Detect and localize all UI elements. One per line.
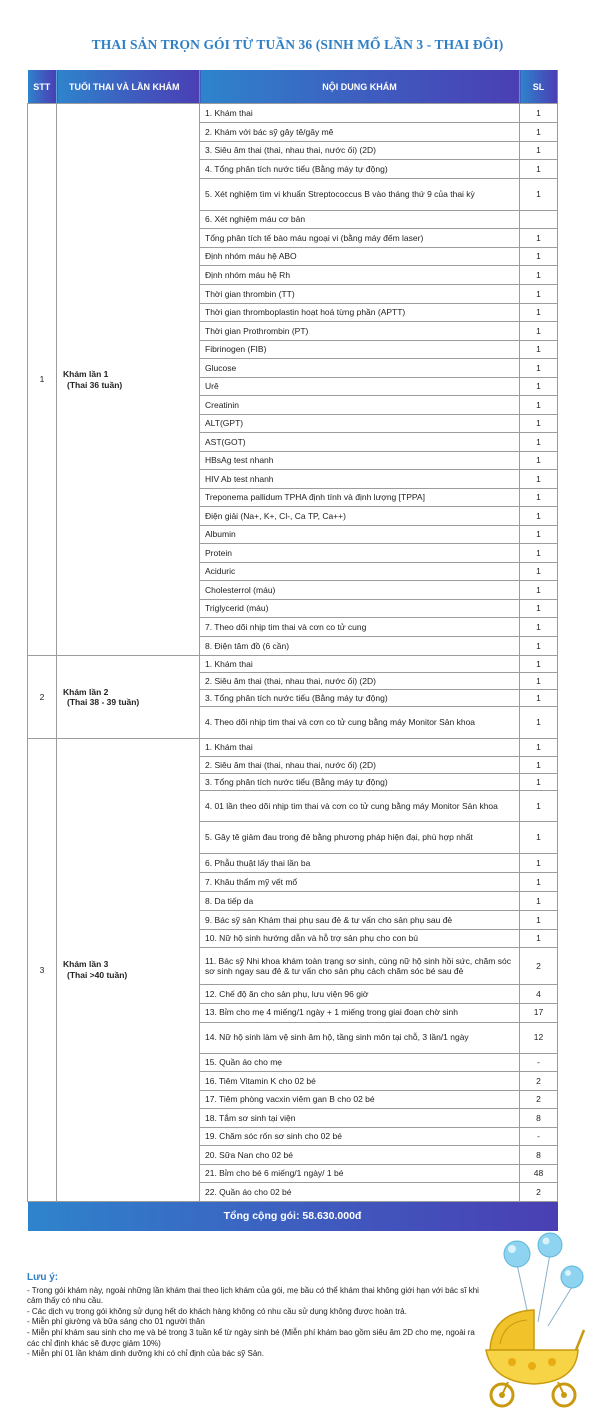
- visit-gestation: (Thai 36 tuần): [67, 379, 123, 390]
- service-item: 3. Siêu âm thai (thai, nhau thai, nước ối) (2D): [200, 141, 520, 160]
- notes-section: [27, 1273, 482, 1360]
- service-quantity: 1: [520, 285, 558, 304]
- service-quantity: 1: [520, 822, 558, 854]
- service-quantity: -: [520, 1127, 558, 1146]
- table-header-row: [28, 70, 558, 104]
- service-quantity: 1: [520, 929, 558, 948]
- visit-gestation: (Thai >40 tuần): [67, 969, 128, 980]
- service-item: 20. Sữa Nan cho 02 bé: [200, 1146, 520, 1165]
- service-item: 10. Nữ hộ sinh hướng dẫn và hỗ trợ sản phụ cho con bú: [200, 929, 520, 948]
- service-quantity: 1: [520, 562, 558, 581]
- service-quantity: 8: [520, 1109, 558, 1128]
- table-body: [28, 104, 558, 1202]
- service-item: 8. Điện tâm đồ (6 cần): [200, 637, 520, 656]
- service-quantity: 1: [520, 377, 558, 396]
- service-quantity: 1: [520, 690, 558, 707]
- group-number: 2: [28, 656, 57, 739]
- service-quantity: 1: [520, 322, 558, 341]
- service-item: 17. Tiêm phòng vacxin viêm gan B cho 02 bé: [200, 1090, 520, 1109]
- service-item: Protein: [200, 544, 520, 563]
- service-quantity: 1: [520, 160, 558, 179]
- service-item: Định nhóm máu hệ Rh: [200, 266, 520, 285]
- service-item: 13. Bỉm cho mẹ 4 miếng/1 ngày + 1 miếng trong giai đoạn chờ sinh: [200, 1003, 520, 1022]
- service-item: 1. Khám thai: [200, 656, 520, 673]
- service-quantity: 1: [520, 911, 558, 930]
- group-number: 1: [28, 104, 57, 656]
- service-quantity: 1: [520, 757, 558, 774]
- service-item: 9. Bác sỹ sản Khám thai phụ sau đẻ & tư vấn cho sản phụ sau đẻ: [200, 911, 520, 930]
- service-item: Thời gian thrombin (TT): [200, 285, 520, 304]
- service-quantity: 1: [520, 340, 558, 359]
- service-item: Creatinin: [200, 396, 520, 415]
- notes-title: Lưu ý:: [27, 1272, 59, 1283]
- service-quantity: 1: [520, 229, 558, 248]
- service-item: Thời gian thromboplastin hoạt hoá từng phần (APTT): [200, 303, 520, 322]
- service-quantity: 1: [520, 599, 558, 618]
- service-quantity: 1: [520, 433, 558, 452]
- service-quantity: 1: [520, 739, 558, 757]
- page-title: THAI SẢN TRỌN GÓI TỪ TUẦN 36 (SINH MỔ LẦN 3 - THAI ĐÔI): [91, 37, 504, 52]
- visit-name: Khám lần 1: [63, 369, 109, 379]
- service-item: 2. Khám với bác sỹ gây tê/gây mê: [200, 123, 520, 142]
- service-quantity: 2: [520, 1072, 558, 1091]
- service-item: Định nhóm máu hệ ABO: [200, 247, 520, 266]
- service-item: 11. Bác sỹ Nhi khoa khám toàn trạng sơ sinh, cùng nữ hộ sinh hồi sức, chăm sóc sơ sinh ngay sau đẻ & tư vấn cho sản phụ cách chăm sóc bé sau đẻ: [200, 948, 520, 985]
- service-item: 7. Theo dõi nhịp tim thai và cơn co tử cung: [200, 618, 520, 637]
- baby-stroller-balloons-icon: [472, 1232, 590, 1410]
- service-quantity: 8: [520, 1146, 558, 1165]
- service-item: 8. Da tiếp da: [200, 892, 520, 911]
- visit-cell: [57, 104, 200, 656]
- service-item: AST(GOT): [200, 433, 520, 452]
- service-quantity: 48: [520, 1164, 558, 1183]
- service-item: HBsAg test nhanh: [200, 451, 520, 470]
- service-quantity: 1: [520, 673, 558, 690]
- group-number: 3: [28, 739, 57, 1202]
- service-quantity: 1: [520, 544, 558, 563]
- note-line: - Miễn phí giường và bữa sáng cho 01 người thân: [27, 1317, 205, 1327]
- service-quantity: 1: [520, 141, 558, 160]
- note-line: - Miễn phí 01 lần khám dinh dưỡng khi có chỉ định của bác sỹ Sản.: [27, 1349, 264, 1359]
- service-item: 4. Tổng phân tích nước tiểu (Bằng máy tự động): [200, 160, 520, 179]
- service-item: 3. Tổng phân tích nước tiểu (Bằng máy tự động): [200, 690, 520, 707]
- service-quantity: 1: [520, 123, 558, 142]
- service-quantity: 1: [520, 414, 558, 433]
- service-quantity: 17: [520, 1003, 558, 1022]
- service-quantity: 1: [520, 873, 558, 892]
- service-quantity: 1: [520, 303, 558, 322]
- service-quantity: 1: [520, 396, 558, 415]
- service-quantity: 1: [520, 266, 558, 285]
- package-table: [27, 70, 558, 1231]
- service-item: 4. 01 lần theo dõi nhịp tim thai và cơn co tử cung bằng máy Monitor Sản khoa: [200, 791, 520, 822]
- service-quantity: 1: [520, 359, 558, 378]
- service-item: Thời gian Prothrombin (PT): [200, 322, 520, 341]
- visit-cell: [57, 739, 200, 1202]
- service-item: Cholesterrol (máu): [200, 581, 520, 600]
- service-item: Tổng phân tích tế bào máu ngoại vi (bằng máy đếm laser): [200, 229, 520, 248]
- service-item: ALT(GPT): [200, 414, 520, 433]
- service-item: 2. Siêu âm thai (thai, nhau thai, nước ối) (2D): [200, 757, 520, 774]
- service-item: 4. Theo dõi nhịp tim thai và cơn co tử cung bằng máy Monitor Sản khoa: [200, 707, 520, 739]
- service-quantity: 1: [520, 791, 558, 822]
- service-item: 12. Chế độ ăn cho sản phụ, lưu viện 96 giờ: [200, 985, 520, 1004]
- service-quantity: 1: [520, 178, 558, 210]
- service-quantity: [520, 210, 558, 229]
- visit-name: Khám lần 2: [63, 686, 109, 697]
- header-visit: TUỔI THAI VÀ LẦN KHÁM: [57, 70, 200, 104]
- service-quantity: 1: [520, 104, 558, 123]
- service-item: 18. Tắm sơ sinh tại viện: [200, 1109, 520, 1128]
- note-line: - Trong gói khám này, ngoài những lần khám thai theo lịch khám của gói, mẹ bầu có thể khám thai không giới hạn với bác sĩ khi cảm thấy có nhu cầu.: [27, 1285, 479, 1306]
- service-quantity: 1: [520, 774, 558, 791]
- table-row: [28, 739, 558, 757]
- service-item: Urê: [200, 377, 520, 396]
- total-price: Tổng cộng gói: 58.630.000đ: [28, 1201, 558, 1231]
- service-quantity: -: [520, 1053, 558, 1072]
- header-stt: STT: [28, 70, 57, 104]
- service-quantity: 2: [520, 1090, 558, 1109]
- service-item: 15. Quần áo cho mẹ: [200, 1053, 520, 1072]
- service-item: 6. Phẫu thuật lấy thai lần ba: [200, 854, 520, 873]
- note-line: - Các dịch vụ trong gói không sử dụng hết do khách hàng không có nhu cầu sử dụng không được hoàn trả.: [27, 1306, 407, 1316]
- service-quantity: 2: [520, 948, 558, 985]
- service-item: 3. Tổng phân tích nước tiểu (Bằng máy tự động): [200, 774, 520, 791]
- table-row: [28, 656, 558, 673]
- service-quantity: 1: [520, 637, 558, 656]
- note-line: - Miễn phí khám sau sinh cho mẹ và bé trong 3 tuần kể từ ngày sinh bé (Miễn phí khám bao gồm siêu âm 2D cho mẹ, ngoài ra các chỉ định khác sẽ được giảm 10%): [27, 1327, 475, 1348]
- service-quantity: 1: [520, 507, 558, 526]
- total-row: [28, 1201, 558, 1231]
- visit-cell: [57, 656, 200, 739]
- service-item: 1. Khám thai: [200, 739, 520, 757]
- service-quantity: 1: [520, 488, 558, 507]
- service-item: 19. Chăm sóc rốn sơ sinh cho 02 bé: [200, 1127, 520, 1146]
- service-quantity: 1: [520, 618, 558, 637]
- header-quantity: SL: [520, 70, 558, 104]
- service-item: 16. Tiêm Vitamin K cho 02 bé: [200, 1072, 520, 1091]
- service-item: HIV Ab test nhanh: [200, 470, 520, 489]
- service-quantity: 2: [520, 1183, 558, 1202]
- service-item: 7. Khâu thẩm mỹ vết mổ: [200, 873, 520, 892]
- service-quantity: 1: [520, 892, 558, 911]
- service-quantity: 1: [520, 451, 558, 470]
- table-row: [28, 104, 558, 123]
- service-quantity: 1: [520, 525, 558, 544]
- package-table-wrapper: [27, 70, 557, 1231]
- visit-gestation: (Thai 38 - 39 tuần): [67, 697, 140, 707]
- service-quantity: 1: [520, 707, 558, 739]
- service-item: 5. Gây tê giảm đau trong đẻ bằng phương pháp hiện đại, phù hợp nhất: [200, 822, 520, 854]
- service-item: Aciduric: [200, 562, 520, 581]
- service-item: Treponema pallidum TPHA định tính và định lượng [TPPA]: [200, 488, 520, 507]
- header-content: NỘI DUNG KHÁM: [200, 70, 520, 104]
- service-quantity: 1: [520, 854, 558, 873]
- service-item: Albumin: [200, 525, 520, 544]
- service-item: 2. Siêu âm thai (thai, nhau thai, nước ối) (2D): [200, 673, 520, 690]
- service-quantity: 1: [520, 247, 558, 266]
- service-quantity: 1: [520, 470, 558, 489]
- service-quantity: 1: [520, 656, 558, 673]
- service-item: 5. Xét nghiệm tìm vi khuẩn Streptococcus B vào tháng thứ 9 của thai kỳ: [200, 178, 520, 210]
- service-item: 1. Khám thai: [200, 104, 520, 123]
- service-item: 14. Nữ hộ sinh làm vệ sinh âm hộ, tầng sinh môn tại chỗ, 3 lần/1 ngày: [200, 1022, 520, 1053]
- visit-name: Khám lần 3: [63, 959, 109, 970]
- service-item: Triglycerid (máu): [200, 599, 520, 618]
- service-item: 21. Bỉm cho bé 6 miếng/1 ngày/ 1 bé: [200, 1164, 520, 1183]
- service-item: Fibrinogen (FIB): [200, 340, 520, 359]
- service-item: 6. Xét nghiệm máu cơ bản: [200, 210, 520, 229]
- service-quantity: 1: [520, 581, 558, 600]
- service-quantity: 4: [520, 985, 558, 1004]
- service-item: Điện giải (Na+, K+, Cl-, Ca TP, Ca++): [200, 507, 520, 526]
- service-quantity: 12: [520, 1022, 558, 1053]
- service-item: 22. Quần áo cho 02 bé: [200, 1183, 520, 1202]
- service-item: Glucose: [200, 359, 520, 378]
